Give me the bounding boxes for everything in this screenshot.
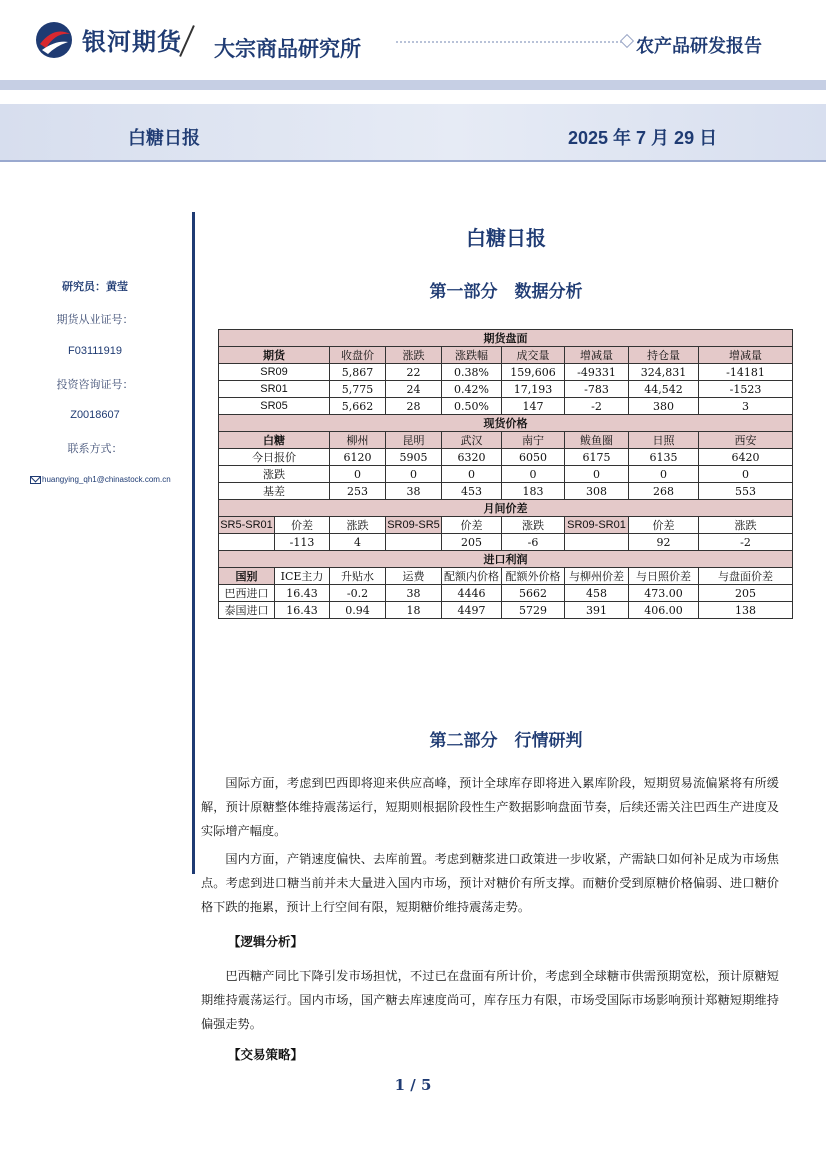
- header-cell: 鲅鱼圈: [565, 432, 629, 449]
- banner-date: 2025 年 7 月 29 日: [568, 128, 718, 148]
- table-cell: 205: [442, 534, 502, 551]
- table-cell: 28: [386, 398, 442, 415]
- header-cell: 西安: [699, 432, 793, 449]
- trade-heading: 【交易策略】: [228, 1047, 304, 1062]
- table-cell: 44,542: [629, 381, 699, 398]
- header-cell: 收盘价: [330, 347, 386, 364]
- paragraph-international: 国际方面，考虑到巴西即将迎来供应高峰，预计全球库存即将进入累库阶段，短期贸易流偏紧将有所缓解，预计原糖整体维持震荡运行，短期则根据阶段性生产数据影响盘面节奏，后续还需关注巴西生产进度及实际增产幅度。: [201, 776, 779, 838]
- license-number: F03111919: [67, 345, 123, 357]
- header-cell: ICE主力: [275, 568, 330, 585]
- header-cell: 价差: [275, 517, 330, 534]
- table-cell: [386, 534, 442, 551]
- table-cell: 38: [386, 585, 442, 602]
- logic-heading: 【逻辑分析】: [228, 934, 304, 949]
- header-cell: 涨跌: [330, 517, 386, 534]
- galaxy-logo-icon: [34, 20, 74, 60]
- researcher-name: 研究员：黄莹: [62, 281, 128, 293]
- table-cell: 0: [330, 466, 386, 483]
- table-cell: 253: [330, 483, 386, 500]
- header-cell: 持仓量: [629, 347, 699, 364]
- table-cell: 453: [442, 483, 502, 500]
- sidebar-rule: [192, 212, 195, 874]
- row-label: SR09: [219, 364, 330, 381]
- table-cell: -6: [502, 534, 565, 551]
- header-cell: 增减量: [699, 347, 793, 364]
- diamond-icon: [620, 34, 634, 48]
- header-cell: 南宁: [502, 432, 565, 449]
- table-row: [219, 483, 793, 500]
- section-title: 现货价格: [219, 415, 793, 432]
- table-cell: 0.50%: [442, 398, 502, 415]
- table-cell: 6120: [330, 449, 386, 466]
- table-cell: 380: [629, 398, 699, 415]
- spot-header-row: [219, 432, 793, 449]
- header-cell: 涨跌: [699, 517, 793, 534]
- spread-header-row: [219, 517, 793, 534]
- part2-title: 第二部分 行情研判: [429, 731, 583, 750]
- report-type: 农产品研发报告: [636, 36, 762, 56]
- mail-icon: [30, 476, 41, 484]
- table-cell: 0.42%: [442, 381, 502, 398]
- institute-name: 大宗商品研究所: [214, 38, 361, 61]
- table-cell: 22: [386, 364, 442, 381]
- table-cell: 6175: [565, 449, 629, 466]
- table-cell: -2: [565, 398, 629, 415]
- table-cell: -14181: [699, 364, 793, 381]
- paragraph-domestic: 国内方面，产销速度偏快、去库前置。考虑到糖浆进口政策进一步收紧，产需缺口如何补足成为市场焦点。考虑到进口糖当前并未大量进入国内市场，预计对糖价有所支撑。而糖价受到原糖价格偏弱、进口糖价格下跌的拖累，预计上行空间有限，短期糖价维持震荡走势。: [201, 852, 779, 914]
- table-cell: 183: [502, 483, 565, 500]
- header-cell: 成交量: [502, 347, 565, 364]
- section-row-spread: [219, 500, 793, 517]
- header-cell: 与柳州价差: [565, 568, 629, 585]
- banner-title: 白糖日报: [128, 128, 200, 148]
- table-row: [219, 364, 793, 381]
- table-cell: 6320: [442, 449, 502, 466]
- table-cell: 6050: [502, 449, 565, 466]
- contact-email[interactable]: [30, 475, 171, 484]
- table-row: [219, 449, 793, 466]
- data-table: [218, 329, 793, 619]
- top-header: [0, 0, 826, 80]
- header-cell: SR5-SR01: [219, 517, 275, 534]
- header-cell: SR09-SR01: [565, 517, 629, 534]
- table-cell: 5662: [502, 585, 565, 602]
- header-cell: 配额内价格: [442, 568, 502, 585]
- table-cell: 92: [629, 534, 699, 551]
- table-cell: 0.94: [330, 602, 386, 619]
- sidebar-rule-lower: [192, 856, 195, 874]
- paragraph-logic: 巴西糖产同比下降引发市场担忧，不过已在盘面有所计价，考虑到全球糖市供需预期宽松，预计原糖短期维持震荡运行。国内市场，国产糖去库速度尚可，库存压力有限，市场受国际市场影响预计郑糖短期维持偏强走势。: [201, 969, 779, 1031]
- table-cell: 138: [699, 602, 793, 619]
- row-label: 今日报价: [219, 449, 330, 466]
- header-cell: 日照: [629, 432, 699, 449]
- row-label: SR05: [219, 398, 330, 415]
- row-label: 涨跌: [219, 466, 330, 483]
- table-cell: 4446: [442, 585, 502, 602]
- table-cell: -1523: [699, 381, 793, 398]
- header-cell: 白糖: [219, 432, 330, 449]
- table-cell: 0.38%: [442, 364, 502, 381]
- section-row-spot: [219, 415, 793, 432]
- table-cell: -783: [565, 381, 629, 398]
- table-cell: 5729: [502, 602, 565, 619]
- table-cell: 147: [502, 398, 565, 415]
- header-cell: 配额外价格: [502, 568, 565, 585]
- table-cell: 5,662: [330, 398, 386, 415]
- table-cell: 18: [386, 602, 442, 619]
- table-cell: 473.00: [629, 585, 699, 602]
- table-row: [219, 466, 793, 483]
- section-title: 月间价差: [219, 500, 793, 517]
- section-row-import: [219, 551, 793, 568]
- title-banner: [0, 104, 826, 162]
- row-label: 泰国进口: [219, 602, 275, 619]
- page-number: 1 / 5: [394, 1076, 432, 1094]
- header-cell: 升贴水: [330, 568, 386, 585]
- header-cell: 国别: [219, 568, 275, 585]
- header-cell: SR09-SR5: [386, 517, 442, 534]
- email-text[interactable]: huangying_qh1@chinastock.com.cn: [42, 475, 171, 484]
- row-label: 巴西进口: [219, 585, 275, 602]
- contact-label: 联系方式：: [67, 442, 123, 455]
- header-cell: 涨跌幅: [442, 347, 502, 364]
- table-row: [219, 602, 793, 619]
- table-cell: -113: [275, 534, 330, 551]
- consult-label: 投资咨询证号：: [56, 378, 134, 391]
- header-cell: 涨跌: [502, 517, 565, 534]
- header-cell: 柳州: [330, 432, 386, 449]
- table-cell: -0.2: [330, 585, 386, 602]
- license-label: 期货从业证号：: [56, 313, 134, 326]
- table-cell: 16.43: [275, 585, 330, 602]
- table-cell: 5,867: [330, 364, 386, 381]
- table-cell: 0: [502, 466, 565, 483]
- table-cell: 17,193: [502, 381, 565, 398]
- table-cell: 205: [699, 585, 793, 602]
- table-cell: 553: [699, 483, 793, 500]
- table-cell: [565, 534, 629, 551]
- brand-name: 银河期货: [82, 29, 182, 56]
- table-cell: 5905: [386, 449, 442, 466]
- import-header-row: [219, 568, 793, 585]
- table-cell: 38: [386, 483, 442, 500]
- table-cell: 4: [330, 534, 386, 551]
- header-cell: 武汉: [442, 432, 502, 449]
- table-cell: 308: [565, 483, 629, 500]
- table-cell: 391: [565, 602, 629, 619]
- header-cell: 增减量: [565, 347, 629, 364]
- table-cell: 159,606: [502, 364, 565, 381]
- header-cell: 期货: [219, 347, 330, 364]
- header-cell: 价差: [629, 517, 699, 534]
- table-cell: [219, 534, 275, 551]
- table-cell: 3: [699, 398, 793, 415]
- report-title: 白糖日报: [466, 228, 546, 250]
- table-row: [219, 534, 793, 551]
- table-cell: -2: [699, 534, 793, 551]
- section-title: 期货盘面: [219, 330, 793, 347]
- table-cell: 406.00: [629, 602, 699, 619]
- table-cell: 458: [565, 585, 629, 602]
- table-cell: 6420: [699, 449, 793, 466]
- header-cell: 与盘面价差: [699, 568, 793, 585]
- table-cell: -49331: [565, 364, 629, 381]
- header-cell: 价差: [442, 517, 502, 534]
- table-cell: 5,775: [330, 381, 386, 398]
- table-cell: 4497: [442, 602, 502, 619]
- row-label: 基差: [219, 483, 330, 500]
- table-cell: 0: [565, 466, 629, 483]
- table-row: [219, 398, 793, 415]
- table-row: [219, 381, 793, 398]
- header-cell: 运费: [386, 568, 442, 585]
- header-dotted-line: [396, 41, 626, 43]
- header-cell: 涨跌: [386, 347, 442, 364]
- table-row: [219, 585, 793, 602]
- table-cell: 0: [629, 466, 699, 483]
- part1-title: 第一部分 数据分析: [429, 282, 583, 301]
- table-cell: 16.43: [275, 602, 330, 619]
- header-stripe: [0, 80, 826, 90]
- table-cell: 0: [699, 466, 793, 483]
- futures-header-row: [219, 347, 793, 364]
- table-cell: 268: [629, 483, 699, 500]
- section-row-futures: [219, 330, 793, 347]
- table-cell: 0: [442, 466, 502, 483]
- table-cell: 0: [386, 466, 442, 483]
- section-title: 进口利润: [219, 551, 793, 568]
- header-cell: 昆明: [386, 432, 442, 449]
- table-cell: 24: [386, 381, 442, 398]
- row-label: SR01: [219, 381, 330, 398]
- table-cell: 6135: [629, 449, 699, 466]
- consult-number: Z0018607: [70, 409, 120, 421]
- table-cell: 324,831: [629, 364, 699, 381]
- header-cell: 与日照价差: [629, 568, 699, 585]
